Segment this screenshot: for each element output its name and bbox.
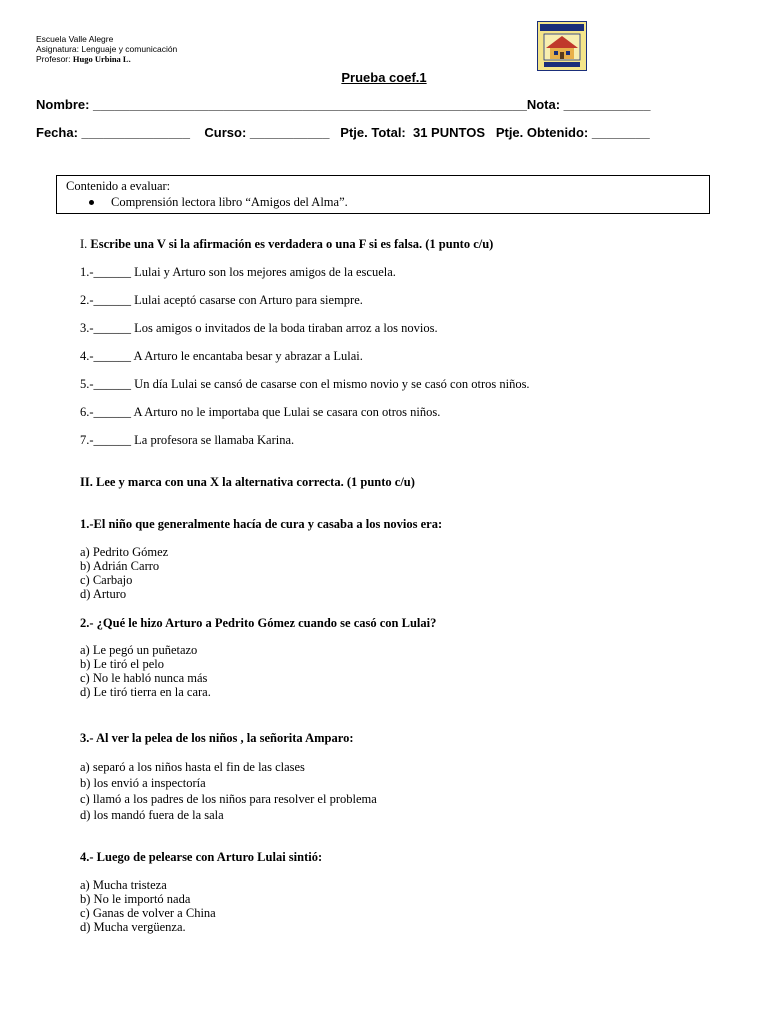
- tf-item: 7.-______ La profesora se llamaba Karina.: [80, 433, 295, 447]
- teacher-label: Profesor:: [36, 54, 73, 64]
- option: d) Arturo: [80, 587, 127, 601]
- tf-item: 5.-______ Un día Lulai se cansó de casarse con el mismo novio y se casó con otros niños.: [80, 377, 530, 391]
- question-2: 2.- ¿Qué le hizo Arturo a Pedrito Gómez cuando se casó con Lulai?: [80, 616, 437, 630]
- option: d) Mucha vergüenza.: [80, 920, 186, 934]
- content-bullet: [89, 195, 348, 210]
- section1-instruction: [80, 237, 493, 252]
- question-3: 3.- Al ver la pelea de los niños , la señorita Amparo:: [80, 731, 354, 745]
- tf-item: 4.-______ A Arturo le encantaba besar y abrazar a Lulai.: [80, 349, 363, 363]
- option: d) los mandó fuera de la sala: [80, 808, 224, 822]
- option: a) Mucha tristeza: [80, 878, 167, 892]
- option: c) Carbajo: [80, 573, 133, 587]
- tf-item: 6.-______ A Arturo no le importaba que Lulai se casara con otros niños.: [80, 405, 441, 419]
- option: d) Le tiró tierra en la cara.: [80, 685, 211, 699]
- tf-item: 1.-______ Lulai y Arturo son los mejores amigos de la escuela.: [80, 265, 396, 279]
- question-1: 1.-El niño que generalmente hacía de cura y casaba a los novios era:: [80, 517, 443, 531]
- name-grade-line: Nombre: ____________________________________________________________Nota: ____________: [36, 97, 651, 112]
- tf-item: 2.-______ Lulai aceptó casarse con Arturo para siempre.: [80, 293, 363, 307]
- option: b) No le importó nada: [80, 892, 191, 906]
- school-name: Escuela Valle Alegre: [36, 34, 114, 44]
- date-course-score-line: Fecha: _______________ Curso: ___________ Ptje. Total: 31 PUNTOS Ptje. Obtenido: ________: [36, 125, 650, 140]
- section1-numeral: I.: [80, 237, 91, 251]
- option: a) Le pegó un puñetazo: [80, 643, 198, 657]
- option: b) los envió a inspectoría: [80, 776, 206, 790]
- teacher-name: Hugo Urbina L.: [72, 54, 131, 64]
- option: c) No le habló nunca más: [80, 671, 208, 685]
- page-title: Prueba coef.1: [341, 70, 427, 85]
- question-4: 4.- Luego de pelearse con Arturo Lulai sintió:: [80, 850, 323, 864]
- option: a) Pedrito Gómez: [80, 545, 169, 559]
- option: b) Adrián Carro: [80, 559, 160, 573]
- tf-item: 3.-______ Los amigos o invitados de la boda tiraban arroz a los novios.: [80, 321, 438, 335]
- teacher-line: [36, 54, 177, 64]
- content-box: [56, 175, 710, 214]
- school-logo: [537, 21, 587, 71]
- school-info: [36, 34, 177, 64]
- option: c) Ganas de volver a China: [80, 906, 216, 920]
- option: c) llamó a los padres de los niños para resolver el problema: [80, 792, 377, 806]
- school-crest-icon: [538, 22, 586, 70]
- section1-instruction-text: Escribe una V si la afirmación es verdadera o una F si es falsa. (1 punto c/u): [90, 237, 494, 251]
- section2-instruction: II. Lee y marca con una X la alternativa correcta. (1 punto c/u): [80, 475, 415, 489]
- option: a) separó a los niños hasta el fin de las clases: [80, 760, 305, 774]
- bullet-icon: [89, 200, 94, 205]
- option: b) Le tiró el pelo: [80, 657, 164, 671]
- content-bullet-text: Comprensión lectora libro “Amigos del Alma”.: [111, 195, 348, 209]
- subject-line: Asignatura: Lenguaje y comunicación: [36, 44, 178, 54]
- content-heading: Contenido a evaluar:: [66, 179, 171, 193]
